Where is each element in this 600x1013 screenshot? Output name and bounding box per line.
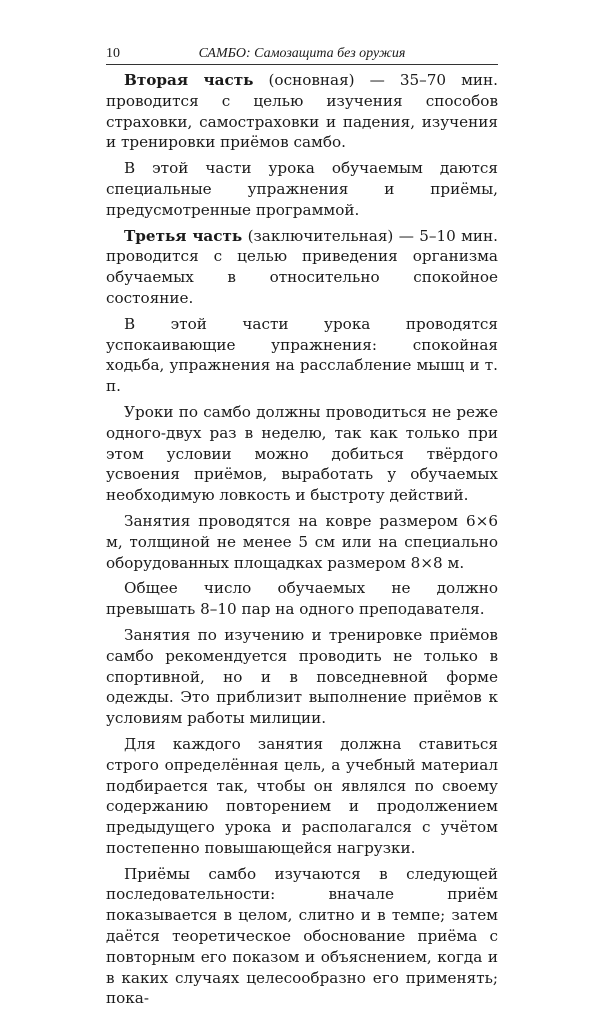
paragraph-text: В этой части урока проводятся успокаивающие упражнения: спокойная ходьба, упражнения на расслабление мышц и т. п. [106, 314, 498, 396]
run-in-heading: Третья часть [124, 226, 243, 245]
paragraph-text: (основная) — 35–70 мин. проводится с целью изучения способов страховки, самостраховки и падения, изучения и тренировки приёмов самбо. [106, 71, 498, 152]
paragraph-text: (заключительная) — 5–10 мин. проводится с целью приведения организма обучаемых в относительно спокойное состояние. [106, 226, 499, 307]
paragraph [106, 511, 498, 573]
running-title: САМБО: Самозащита без оружия [198, 46, 406, 61]
paragraph-text: Занятия по изучению и тренировке приёмов самбо рекомендуется проводить не только в спортивной, но и в повседневной форме одежды. Это приблизит выполнение приёмов к условиям работы милиции. [106, 625, 498, 728]
paragraph-text: В этой части урока обучаемым даются специальные упражнения и приёмы, предусмотренные программой. [106, 159, 498, 219]
page-number: 10 [106, 46, 120, 61]
paragraph [106, 402, 498, 506]
run-in-heading: Вторая часть [124, 71, 254, 89]
paragraph-text: Для каждого занятия должна ставиться строго определённая цель, а учебный материал подбирается так, чтобы он являлся по своему содержанию повторением и продолжением предыдущего урока и располагался с учётом постепенно повышающейся нагрузки. [106, 734, 498, 857]
paragraph [106, 578, 498, 620]
paragraph [106, 158, 498, 220]
paragraph [106, 625, 498, 729]
paragraph-text: Уроки по самбо должны проводиться не реже одного-двух раз в неделю, так как только при этом условии можно добиться твёрдого усвоения приёмов, выработать у обучаемых необходимую ловкость и быстроту действий. [106, 402, 498, 505]
paragraph [106, 734, 498, 859]
paragraph [106, 864, 498, 1010]
paragraph-text: Общее число обучаемых не должно превышать 8–10 пар на одного преподавателя. [106, 579, 498, 619]
paragraph-text: Приёмы самбо изучаются в следующей последовательности: вначале приём показывается в целом, слитно и в темпе; затем даётся теоретическое обоснование приёма с повторным его показом и объяснением, когда и в каких случаях целесообразно его применять; пока- [106, 864, 498, 1008]
paragraph-third-part [106, 226, 498, 309]
paragraph-text: Занятия проводятся на ковре размером 6×6 м, толщиной не менее 5 см или на специально оборудованных площадках размером 8×8 м. [106, 511, 498, 572]
body-text [106, 70, 498, 1013]
paragraph-second-part [106, 70, 498, 153]
paragraph [106, 314, 498, 397]
running-header [106, 44, 498, 65]
